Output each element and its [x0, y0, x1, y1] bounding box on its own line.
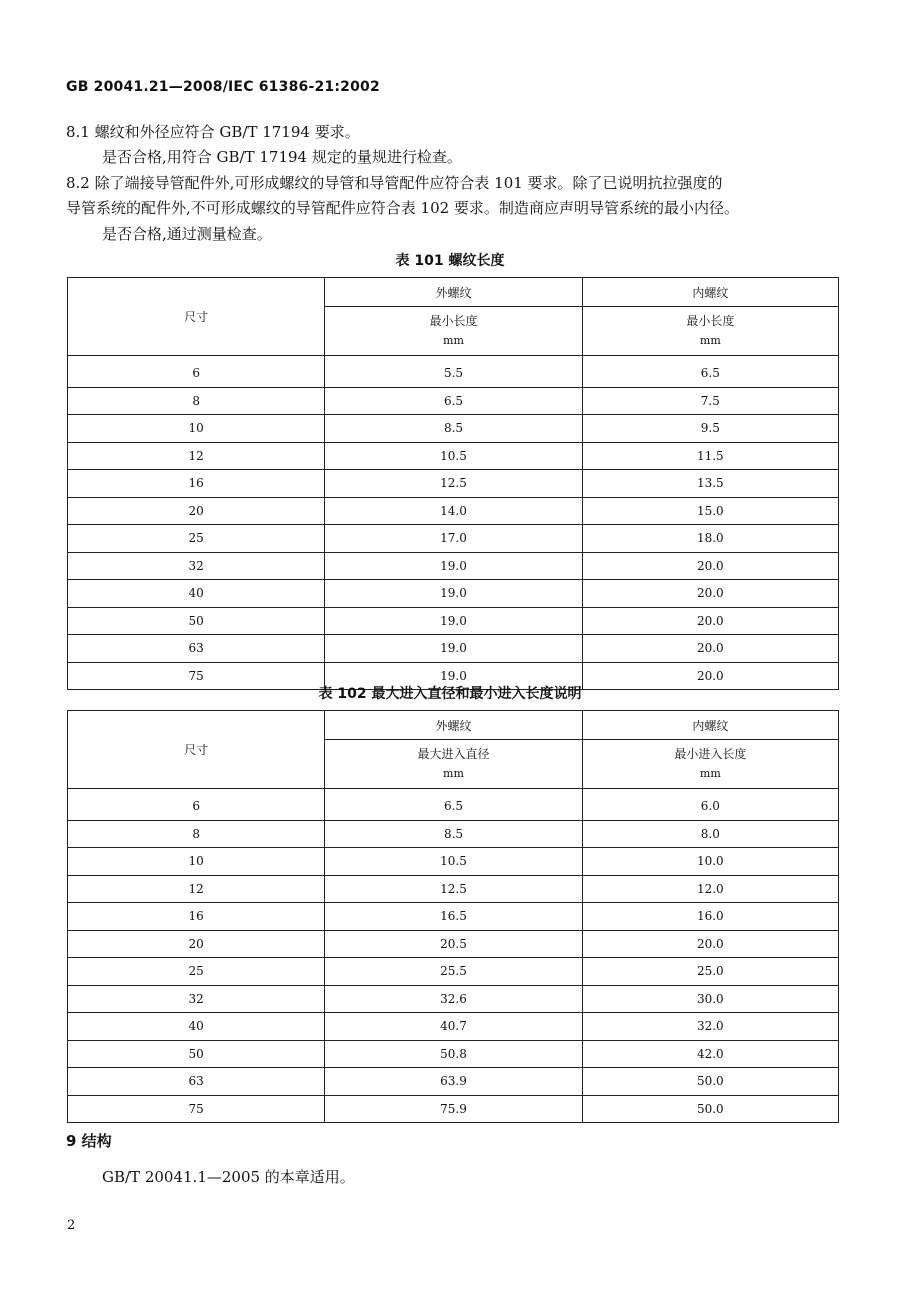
- internal-thread-cell: 20.0: [582, 607, 838, 635]
- internal-thread-cell: 16.0: [582, 903, 838, 931]
- internal-thread-cell: 8.0: [582, 820, 838, 848]
- size-cell: 50: [68, 1040, 325, 1068]
- external-thread-cell: 8.5: [325, 820, 582, 848]
- table-row: [68, 820, 839, 848]
- external-thread-cell: 10.5: [325, 442, 582, 470]
- internal-thread-cell: 20.0: [582, 552, 838, 580]
- table-row: [68, 958, 839, 986]
- internal-thread-cell: 9.5: [582, 415, 838, 443]
- table-row: [68, 789, 839, 821]
- section-9-text: GB/T 20041.1—2005 的本章适用。: [102, 1168, 355, 1186]
- size-cell: 25: [68, 525, 325, 553]
- internal-thread-cell: 20.0: [582, 662, 838, 690]
- table-row: [68, 1068, 839, 1096]
- internal-thread-cell: 13.5: [582, 470, 838, 498]
- table-101-int-subheader: [582, 307, 838, 356]
- external-thread-cell: 75.9: [325, 1095, 582, 1123]
- table-101-int-unit: mm: [699, 334, 721, 347]
- internal-thread-cell: 25.0: [582, 958, 838, 986]
- table-row: [68, 470, 839, 498]
- size-cell: 75: [68, 662, 325, 690]
- table-row: [68, 497, 839, 525]
- internal-thread-cell: 18.0: [582, 525, 838, 553]
- internal-thread-cell: 11.5: [582, 442, 838, 470]
- table-row: [68, 985, 839, 1013]
- internal-thread-cell: 7.5: [582, 387, 838, 415]
- internal-thread-cell: 50.0: [582, 1068, 838, 1096]
- internal-thread-cell: 10.0: [582, 848, 838, 876]
- external-thread-cell: 19.0: [325, 580, 582, 608]
- table-row: [68, 525, 839, 553]
- size-cell: 10: [68, 415, 325, 443]
- size-cell: 63: [68, 1068, 325, 1096]
- size-cell: 12: [68, 875, 325, 903]
- table-101-ext-sub-label: 最小长度: [429, 314, 478, 328]
- external-thread-cell: 5.5: [325, 356, 582, 388]
- table-101-ext-header: 外螺纹: [325, 278, 582, 307]
- external-thread-cell: 19.0: [325, 662, 582, 690]
- table-row: [68, 442, 839, 470]
- table-row: [68, 580, 839, 608]
- table-102-ext-unit: mm: [443, 767, 464, 780]
- external-thread-cell: 12.5: [325, 470, 582, 498]
- internal-thread-cell: 30.0: [582, 985, 838, 1013]
- size-cell: 20: [68, 930, 325, 958]
- clause-8-2-line1: 8.2 除了端接导管配件外,可形成螺纹的导管和导管配件应符合表 101 要求。除了已说明抗拉强度的: [66, 174, 723, 192]
- table-102-int-subheader: [582, 740, 838, 789]
- table-row: [68, 635, 839, 663]
- table-row: [68, 1040, 839, 1068]
- external-thread-cell: 17.0: [325, 525, 582, 553]
- external-thread-cell: 12.5: [325, 875, 582, 903]
- external-thread-cell: 8.5: [325, 415, 582, 443]
- table-101-int-sub-label: 最小长度: [686, 314, 735, 328]
- table-101-ext-subheader: [325, 307, 582, 356]
- external-thread-cell: 63.9: [325, 1068, 582, 1096]
- table-102: [67, 710, 839, 1123]
- table-row: [68, 387, 839, 415]
- table-row: [68, 1013, 839, 1041]
- table-101-size-header: 尺寸: [68, 278, 325, 356]
- size-cell: 16: [68, 903, 325, 931]
- table-101-ext-unit: mm: [443, 334, 464, 347]
- size-cell: 63: [68, 635, 325, 663]
- size-cell: 25: [68, 958, 325, 986]
- size-cell: 10: [68, 848, 325, 876]
- external-thread-cell: 6.5: [325, 387, 582, 415]
- table-102-size-header: 尺寸: [68, 711, 325, 789]
- table-row: [68, 903, 839, 931]
- size-cell: 50: [68, 607, 325, 635]
- size-cell: 32: [68, 552, 325, 580]
- table-102-ext-sub-label: 最大进入直径: [417, 747, 490, 761]
- size-cell: 16: [68, 470, 325, 498]
- page-number: 2: [67, 1218, 76, 1233]
- clause-8-2-check: 是否合格,通过测量检查。: [102, 225, 272, 243]
- table-row: [68, 415, 839, 443]
- external-thread-cell: 32.6: [325, 985, 582, 1013]
- table-row: [68, 607, 839, 635]
- table-row: [68, 1095, 839, 1123]
- internal-thread-cell: 6.0: [582, 789, 838, 821]
- table-102-caption: 表 102 最大进入直径和最小进入长度说明: [318, 686, 582, 702]
- external-thread-cell: 10.5: [325, 848, 582, 876]
- external-thread-cell: 19.0: [325, 635, 582, 663]
- size-cell: 6: [68, 356, 325, 388]
- external-thread-cell: 6.5: [325, 789, 582, 821]
- size-cell: 40: [68, 1013, 325, 1041]
- internal-thread-cell: 20.0: [582, 930, 838, 958]
- table-row: [68, 875, 839, 903]
- section-9-title: 9 结构: [66, 1132, 112, 1150]
- table-102-int-unit: mm: [699, 767, 721, 780]
- internal-thread-cell: 32.0: [582, 1013, 838, 1041]
- internal-thread-cell: 6.5: [582, 356, 838, 388]
- table-101-caption: 表 101 螺纹长度: [395, 253, 505, 269]
- table-102-int-sub-label: 最小进入长度: [674, 747, 747, 761]
- internal-thread-cell: 20.0: [582, 580, 838, 608]
- clause-8-1-check: 是否合格,用符合 GB/T 17194 规定的量规进行检查。: [102, 148, 462, 166]
- internal-thread-cell: 15.0: [582, 497, 838, 525]
- size-cell: 32: [68, 985, 325, 1013]
- external-thread-cell: 40.7: [325, 1013, 582, 1041]
- table-row: [68, 848, 839, 876]
- size-cell: 75: [68, 1095, 325, 1123]
- external-thread-cell: 25.5: [325, 958, 582, 986]
- table-102-int-header: 内螺纹: [582, 711, 838, 740]
- table-102-ext-header: 外螺纹: [325, 711, 582, 740]
- internal-thread-cell: 12.0: [582, 875, 838, 903]
- internal-thread-cell: 20.0: [582, 635, 838, 663]
- table-102-ext-subheader: [325, 740, 582, 789]
- external-thread-cell: 20.5: [325, 930, 582, 958]
- size-cell: 8: [68, 387, 325, 415]
- external-thread-cell: 14.0: [325, 497, 582, 525]
- external-thread-cell: 50.8: [325, 1040, 582, 1068]
- size-cell: 20: [68, 497, 325, 525]
- external-thread-cell: 19.0: [325, 552, 582, 580]
- clause-8-2-line2: 导管系统的配件外,不可形成螺纹的导管配件应符合表 102 要求。制造商应声明导管系统的最小内径。: [66, 199, 739, 217]
- document-header: GB 20041.21—2008/IEC 61386-21:2002: [66, 79, 380, 95]
- external-thread-cell: 16.5: [325, 903, 582, 931]
- table-101-int-header: 内螺纹: [582, 278, 838, 307]
- table-101: [67, 277, 839, 690]
- internal-thread-cell: 42.0: [582, 1040, 838, 1068]
- size-cell: 12: [68, 442, 325, 470]
- internal-thread-cell: 50.0: [582, 1095, 838, 1123]
- table-row: [68, 930, 839, 958]
- table-row: [68, 356, 839, 388]
- size-cell: 6: [68, 789, 325, 821]
- clause-8-1: 8.1 螺纹和外径应符合 GB/T 17194 要求。: [66, 123, 360, 141]
- size-cell: 8: [68, 820, 325, 848]
- external-thread-cell: 19.0: [325, 607, 582, 635]
- size-cell: 40: [68, 580, 325, 608]
- table-row: [68, 552, 839, 580]
